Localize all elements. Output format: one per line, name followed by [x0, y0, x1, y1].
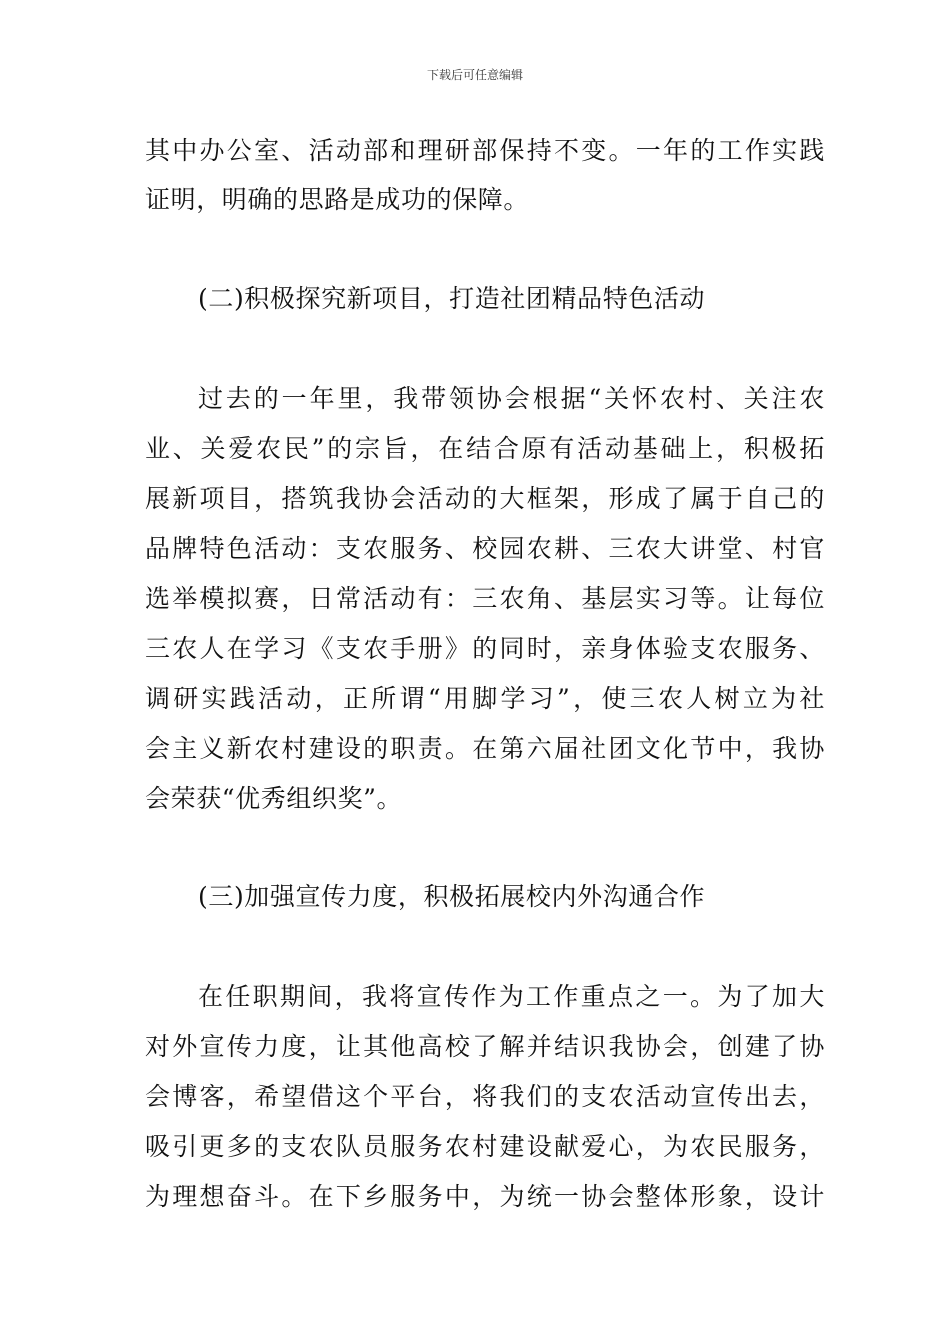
- paragraph-3-line-5: 为理想奋斗。在下乡服务中，为统一协会整体形象，设计: [145, 1182, 825, 1211]
- paragraph-2-line-8: 会主义新农村建设的职责。在第六届社团文化节中，我协: [145, 734, 825, 763]
- section-heading-2: (二)积极探究新项目，打造社团精品特色活动: [198, 284, 706, 313]
- paragraph-2-line-6: 三农人在学习《支农手册》的同时，亲身体验支农服务、: [145, 634, 825, 663]
- paragraph-1-line-2: 证明，明确的思路是成功的保障。: [145, 185, 530, 214]
- paragraph-2-line-3: 展新项目，搭筑我协会活动的大框架，形成了属于自己的: [145, 484, 825, 513]
- paragraph-2-line-7: 调研实践活动，正所谓“用脚学习”，使三农人树立为社: [145, 684, 825, 713]
- paragraph-3-line-4: 吸引更多的支农队员服务农村建设献爱心，为农民服务，: [145, 1132, 825, 1161]
- paragraph-2-line-1: 过去的一年里，我带领协会根据“关怀农村、关注农: [198, 384, 825, 413]
- paragraph-3-line-1: 在任职期间，我将宣传作为工作重点之一。为了加大: [198, 982, 825, 1011]
- section-heading-3: (三)加强宣传力度，积极拓展校内外沟通合作: [198, 882, 706, 911]
- paragraph-2-line-2: 业、关爱农民”的宗旨，在结合原有活动基础上，积极拓: [145, 434, 825, 463]
- header-note: 下载后可任意编辑: [426, 68, 523, 82]
- paragraph-1-line-1: 其中办公室、活动部和理研部保持不变。一年的工作实践: [145, 136, 825, 165]
- paragraph-3-line-2: 对外宣传力度，让其他高校了解并结识我协会，创建了协: [145, 1032, 825, 1061]
- paragraph-3-line-3: 会博客，希望借这个平台，将我们的支农活动宣传出去，: [145, 1082, 825, 1111]
- paragraph-2-line-5: 选举模拟赛，日常活动有：三农角、基层实习等。让每位: [145, 584, 825, 613]
- paragraph-2-line-4: 品牌特色活动：支农服务、校园农耕、三农大讲堂、村官: [145, 534, 825, 563]
- paragraph-2-line-9: 会荣获“优秀组织奖”。: [145, 784, 403, 813]
